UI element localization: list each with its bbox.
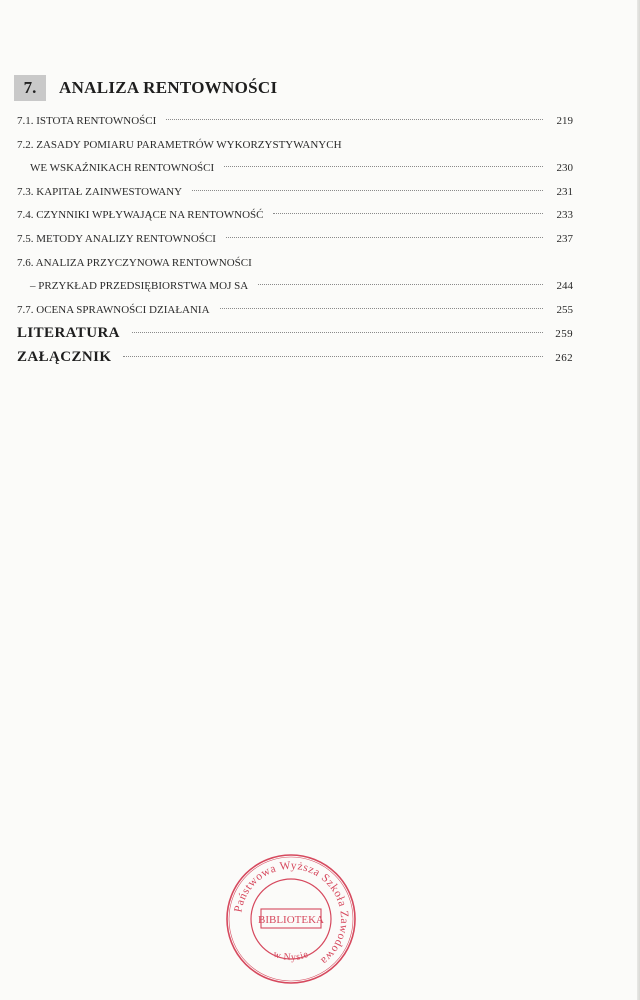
toc-entry-7-1[interactable] — [17, 110, 573, 134]
table-of-contents — [17, 110, 573, 370]
toc-entry-7-6-line1[interactable] — [17, 252, 573, 276]
toc-entry-label: LITERATURA — [17, 325, 120, 342]
dot-leader — [273, 213, 543, 214]
toc-entry-label: 7.4. CZYNNIKI WPŁYWAJĄCE NA RENTOWNOŚĆ — [17, 209, 264, 222]
chapter-number: 7. — [14, 75, 46, 101]
stamp-center-text: BIBLIOTEKA — [258, 914, 324, 926]
toc-entry-label: – PRZYKŁAD PRZEDSIĘBIORSTWA MOJ SA — [30, 280, 249, 293]
library-stamp — [224, 852, 358, 986]
toc-page-number: 230 — [556, 162, 573, 175]
toc-page-number: 262 — [555, 351, 573, 364]
toc-entry-label: 7.2. ZASADY POMIARU PARAMETRÓW WYKORZYSTYWANYCH — [17, 138, 342, 151]
toc-entry-label: 7.7. OCENA SPRAWNOŚCI DZIAŁANIA — [17, 303, 210, 316]
toc-entry-label: 7.6. ANALIZA PRZYCZYNOWA RENTOWNOŚCI — [17, 256, 252, 269]
dot-leader — [220, 308, 543, 309]
dot-leader — [226, 237, 543, 238]
toc-entry-literatura[interactable] — [17, 322, 573, 346]
chapter-heading — [14, 75, 277, 101]
toc-entry-label: 7.3. KAPITAŁ ZAINWESTOWANY — [17, 185, 183, 198]
toc-page-number: 244 — [556, 280, 573, 293]
toc-entry-7-3[interactable] — [17, 181, 573, 205]
dot-leader — [166, 119, 543, 120]
toc-entry-zalacznik[interactable] — [17, 346, 573, 370]
toc-page-number: 219 — [556, 115, 573, 127]
dot-leader — [224, 166, 543, 167]
toc-entry-label: ZAŁĄCZNIK — [17, 348, 112, 365]
toc-entry-7-6-line2[interactable] — [17, 275, 573, 299]
dot-leader — [132, 332, 543, 333]
toc-entry-label: 7.5. METODY ANALIZY RENTOWNOŚCI — [17, 232, 216, 245]
toc-entry-label: 7.1. ISTOTA RENTOWNOŚCI — [17, 115, 157, 127]
chapter-title: ANALIZA RENTOWNOŚCI — [59, 78, 278, 97]
dot-leader — [123, 356, 543, 357]
toc-page-number: 231 — [556, 185, 573, 198]
toc-page-number: 259 — [555, 328, 573, 341]
toc-entry-label: WE WSKAŹNIKACH RENTOWNOŚCI — [30, 162, 215, 175]
toc-entry-7-5[interactable] — [17, 228, 573, 252]
dot-leader — [192, 190, 543, 191]
stamp-bottom-text — [272, 949, 311, 964]
dot-leader — [258, 284, 543, 285]
toc-entry-7-7[interactable] — [17, 299, 573, 323]
toc-page-number: 237 — [556, 232, 573, 245]
toc-entry-7-2-line2[interactable] — [17, 157, 573, 181]
toc-entry-7-4[interactable] — [17, 204, 573, 228]
toc-page-number: 233 — [556, 209, 573, 222]
stamp-bottom-textpath: w Nysie — [271, 948, 311, 964]
toc-entry-7-2-line1[interactable] — [17, 134, 573, 158]
toc-page-number: 255 — [556, 303, 573, 316]
stamp-ring-textpath: Państwowa Wyższa Szkoła Zawodowa — [232, 859, 351, 968]
